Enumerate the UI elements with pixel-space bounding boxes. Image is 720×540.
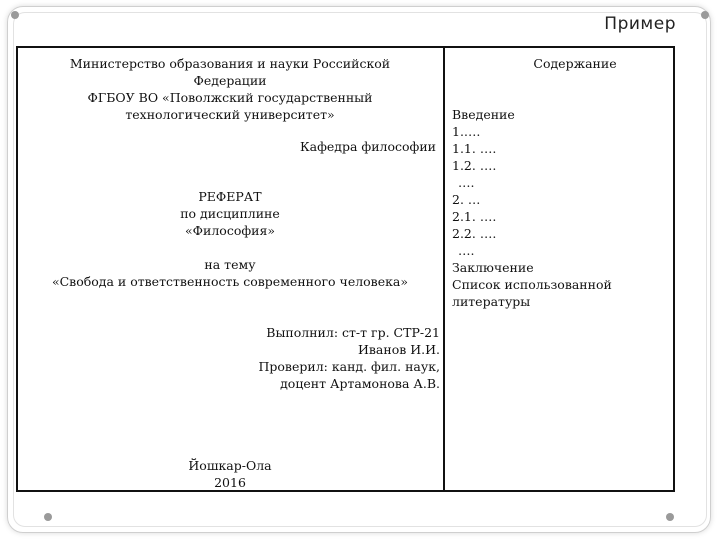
contents-item: 1.2. …. (452, 158, 497, 173)
column-divider (443, 46, 445, 492)
referat-block (110, 188, 350, 239)
contents-item: 2.2. …. (452, 226, 497, 241)
ministry-line: технологический университет» (125, 107, 335, 122)
contents-item: литературы (452, 294, 531, 309)
contents-list (452, 106, 652, 310)
referat-line: «Философия» (185, 223, 275, 238)
department-name: Кафедра философии (300, 139, 436, 154)
ministry-line: ФГБОУ ВО «Поволжский государственный (87, 90, 373, 105)
referat-line: РЕФЕРАТ (198, 189, 262, 204)
contents-item: Заключение (452, 260, 534, 275)
signature-line: Проверил: канд. фил. наук, (258, 359, 440, 374)
signature-block (230, 324, 440, 392)
topic-block (30, 256, 430, 290)
signature-line: Иванов И.И. (357, 342, 440, 357)
city-year-block (150, 457, 310, 491)
contents-item: …. (458, 243, 475, 258)
referat-line: по дисциплине (180, 206, 280, 221)
slide-title: Пример (604, 14, 676, 34)
corner-dot-icon (701, 11, 709, 19)
signature-line: доцент Артамонова А.В. (280, 376, 440, 391)
year-line: 2016 (214, 475, 246, 490)
ministry-line: Федерации (193, 73, 267, 88)
contents-item: 2.1. …. (452, 209, 497, 224)
contents-item: Введение (452, 107, 515, 122)
corner-dot-icon (44, 513, 52, 521)
topic-line: «Свобода и ответственность современного человека» (51, 274, 409, 289)
corner-dot-icon (11, 11, 19, 19)
corner-dot-icon (666, 513, 674, 521)
contents-item: …. (458, 175, 475, 190)
city-line: Йошкар-Ола (188, 458, 272, 473)
signature-line: Выполнил: ст-т гр. СТР-21 (266, 325, 440, 340)
contents-item: 2. … (452, 192, 481, 207)
topic-line: на тему (204, 257, 256, 272)
contents-item: 1.…. (452, 124, 481, 139)
contents-title: Содержание (533, 56, 617, 71)
ministry-line: Министерство образования и науки Российской (69, 56, 391, 71)
contents-item: 1.1. …. (452, 141, 497, 156)
ministry-header (40, 55, 420, 123)
contents-item: Список использованной (452, 277, 612, 292)
